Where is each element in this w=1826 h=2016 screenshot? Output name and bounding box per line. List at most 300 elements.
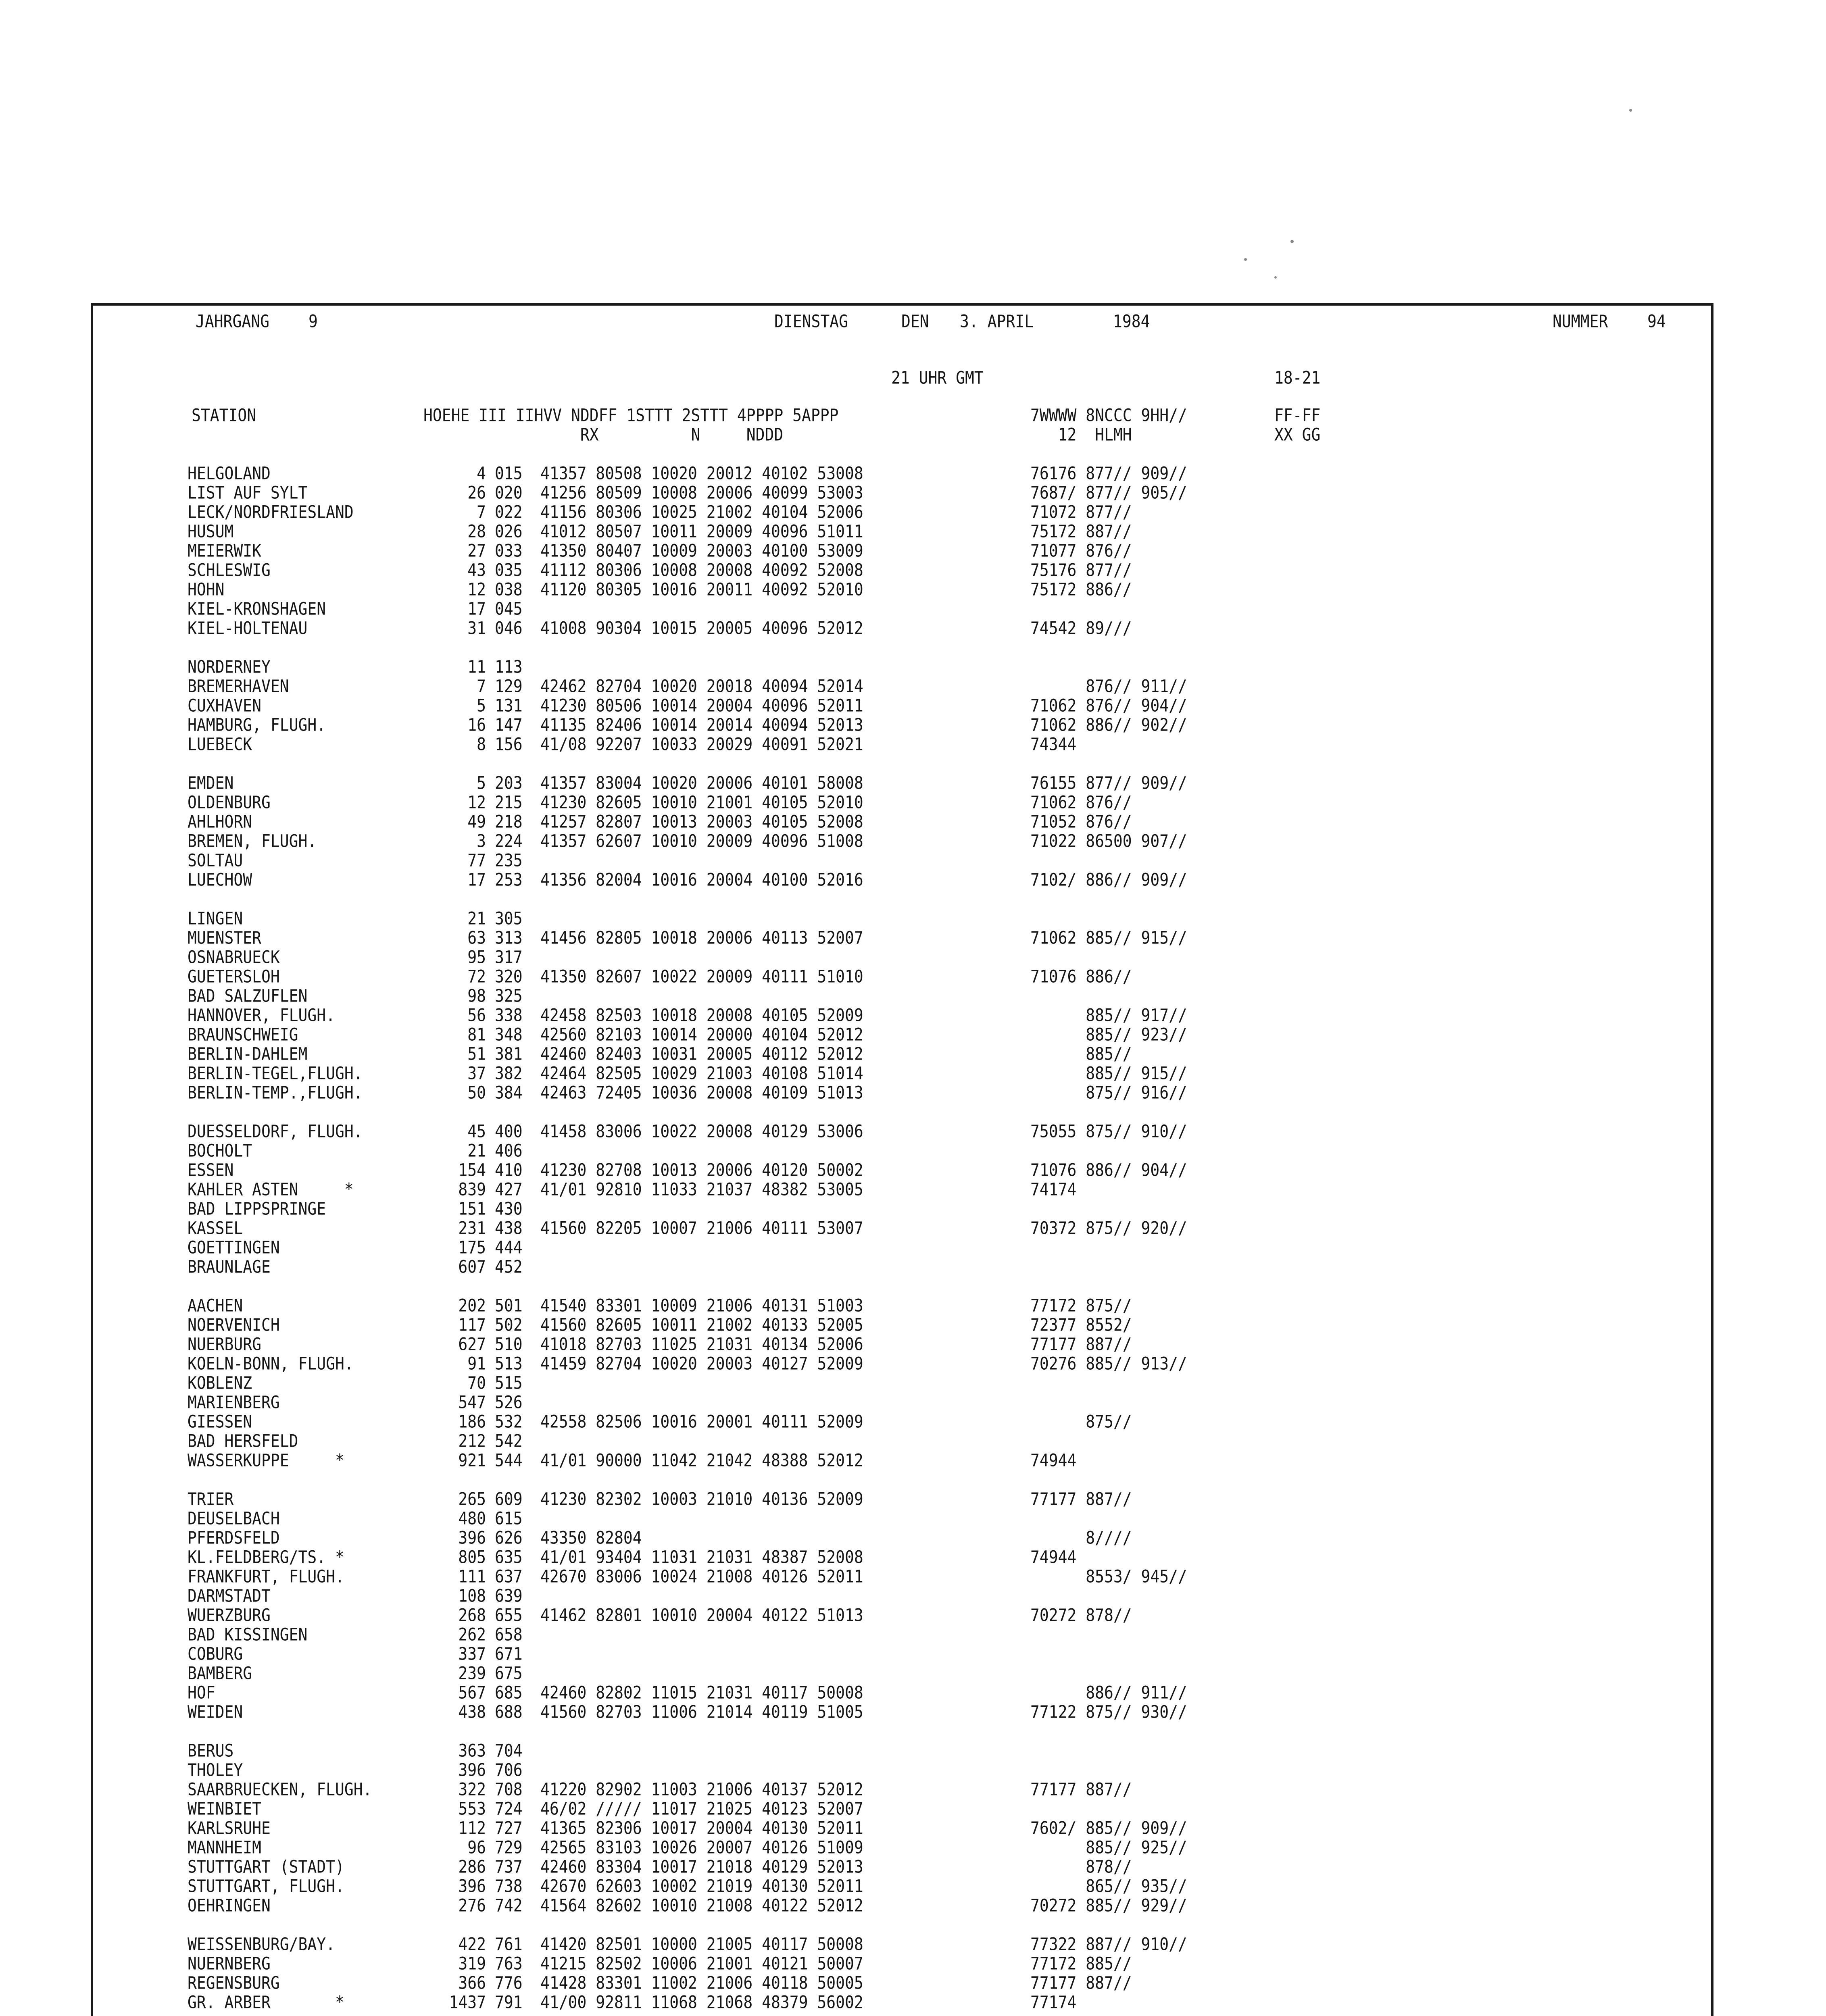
station-index: 253 [495, 870, 523, 890]
station-name: COBURG [188, 1644, 243, 1664]
station-index: 430 [495, 1199, 523, 1219]
station-name: CUXHAVEN [188, 696, 262, 716]
synop-extra-groups: 885// 917// [1030, 1005, 1187, 1025]
station-index: 544 [495, 1450, 523, 1470]
station-name: GIESSEN [188, 1412, 252, 1432]
station-index: 320 [495, 966, 523, 987]
station-height: 112 [458, 1818, 486, 1838]
station-height: 4 [477, 463, 486, 483]
synop-groups: 41564 82602 10010 21008 40122 52012 [540, 1895, 863, 1916]
station-height: 5 [477, 773, 486, 793]
synop-groups: 41230 82708 10013 20006 40120 50002 [540, 1160, 863, 1180]
station-index: 615 [495, 1508, 523, 1529]
synop-groups: 41230 82302 10003 21010 40136 52009 [540, 1489, 863, 1509]
synop-groups: 41/00 92811 11068 21068 48379 56002 [540, 1992, 863, 2012]
station-index: 626 [495, 1528, 523, 1548]
station-name: STUTTGART, FLUGH. [188, 1876, 344, 1896]
station-name: REGENSBURG [188, 1973, 280, 1993]
synop-groups: 42558 82506 10016 20001 40111 52009 [540, 1412, 863, 1432]
station-index: 637 [495, 1566, 523, 1587]
col-group-main-sub: RX N NDDD [423, 425, 784, 445]
synop-groups: 41456 82805 10018 20006 40113 52007 [540, 928, 863, 948]
station-name: BAMBERG [188, 1663, 252, 1683]
synop-extra-groups: 886// 911// [1030, 1683, 1187, 1703]
station-name: MUENSTER [188, 928, 262, 948]
synop-groups: 42463 72405 10036 20008 40109 51013 [540, 1083, 863, 1103]
station-height: 231 [458, 1218, 486, 1238]
synop-extra-groups: 77172 875// [1030, 1295, 1132, 1316]
synop-extra-groups: 75176 877// [1030, 560, 1132, 580]
station-height: 16 [467, 715, 486, 735]
station-height: 268 [458, 1605, 486, 1625]
station-name: OEHRINGEN [188, 1895, 271, 1916]
station-height: 91 [467, 1354, 486, 1374]
station-height: 43 [467, 560, 486, 580]
station-index: 015 [495, 463, 523, 483]
station-height: 921 [458, 1450, 486, 1470]
station-index: 639 [495, 1586, 523, 1606]
scan-speck [1629, 109, 1632, 112]
station-index: 203 [495, 773, 523, 793]
station-index: 675 [495, 1663, 523, 1683]
station-index: 400 [495, 1121, 523, 1141]
station-name: BREMEN, FLUGH. [188, 831, 317, 851]
synop-extra-groups: 70372 875// 920// [1030, 1218, 1187, 1238]
station-index: 724 [495, 1799, 523, 1819]
synop-groups: 41120 80305 10016 20011 40092 52010 [540, 579, 863, 600]
synop-extra-groups: 70272 885// 929// [1030, 1895, 1187, 1916]
station-name: KARLSRUHE [188, 1818, 271, 1838]
station-index: 729 [495, 1837, 523, 1858]
synop-extra-groups: 74542 89/// [1030, 618, 1132, 638]
synop-groups: 41428 83301 11002 21006 40118 50005 [540, 1973, 863, 1993]
synop-groups: 41540 83301 10009 21006 40131 51003 [540, 1295, 863, 1316]
synop-extra-groups: 8//// [1030, 1528, 1132, 1548]
station-height: 56 [467, 1005, 486, 1025]
synop-groups: 46/02 ///// 11017 21025 40123 52007 [540, 1799, 863, 1819]
scan-speck [1274, 276, 1277, 279]
synop-groups: 41462 82801 10010 20004 40122 51013 [540, 1605, 863, 1625]
synop-groups: 42565 83103 10026 20007 40126 51009 [540, 1837, 863, 1858]
station-height: 438 [458, 1702, 486, 1722]
synop-groups: 41008 90304 10015 20005 40096 52012 [540, 618, 863, 638]
synop-groups: 41/08 92207 10033 20029 40091 52021 [540, 734, 863, 754]
station-index: 020 [495, 483, 523, 503]
synop-extra-groups: 74344 [1030, 734, 1077, 754]
date: 3. APRIL [960, 311, 1034, 331]
station-name: HAMBURG, FLUGH. [188, 715, 326, 735]
station-height: 111 [458, 1566, 486, 1587]
station-name: NOERVENICH [188, 1315, 280, 1335]
col-group-extra-sub: 12 HLMH [1030, 425, 1132, 445]
station-index: 235 [495, 850, 523, 871]
synop-extra-groups: 7102/ 886// 909// [1030, 870, 1187, 890]
station-index: 022 [495, 502, 523, 522]
station-height: 627 [458, 1334, 486, 1354]
station-height: 12 [467, 579, 486, 600]
station-name: BERLIN-TEGEL,FLUGH. [188, 1063, 363, 1083]
synop-groups: 42460 82802 11015 21031 40117 50008 [540, 1683, 863, 1703]
station-index: 444 [495, 1237, 523, 1258]
synop-extra-groups: 885// 925// [1030, 1837, 1187, 1858]
station-index: 045 [495, 599, 523, 619]
station-index: 737 [495, 1857, 523, 1877]
station-index: 147 [495, 715, 523, 735]
synop-extra-groups: 71062 876// 904// [1030, 696, 1187, 716]
station-index: 708 [495, 1779, 523, 1799]
synop-extra-groups: 876// 911// [1030, 676, 1187, 696]
synop-groups: 43350 82804 [540, 1528, 642, 1548]
station-name: WEINBIET [188, 1799, 262, 1819]
station-height: 396 [458, 1876, 486, 1896]
station-index: 510 [495, 1334, 523, 1354]
synop-extra-groups: 75172 887// [1030, 521, 1132, 541]
station-height: 366 [458, 1973, 486, 1993]
synop-extra-groups: 76155 877// 909// [1030, 773, 1187, 793]
station-index: 156 [495, 734, 523, 754]
station-index: 215 [495, 792, 523, 812]
synop-extra-groups: 71022 86500 907// [1030, 831, 1187, 851]
synop-extra-groups: 77172 885// [1030, 1954, 1132, 1974]
synop-groups: 41459 82704 10020 20003 40127 52009 [540, 1354, 863, 1374]
station-index: 727 [495, 1818, 523, 1838]
station-name: LUECHOW [188, 870, 252, 890]
station-height: 96 [467, 1837, 486, 1858]
station-height: 7 [477, 502, 486, 522]
synop-extra-groups: 71072 877// [1030, 502, 1132, 522]
station-name: FRANKFURT, FLUGH. [188, 1566, 344, 1587]
station-name: OLDENBURG [188, 792, 271, 812]
station-height: 175 [458, 1237, 486, 1258]
station-name: SOLTAU [188, 850, 243, 871]
station-name: PFERDSFELD [188, 1528, 280, 1548]
station-index: 452 [495, 1257, 523, 1277]
synop-groups: 41012 80507 10011 20009 40096 51011 [540, 521, 863, 541]
station-name: BOCHOLT [188, 1141, 252, 1161]
synop-groups: 41560 82605 10011 21002 40133 52005 [540, 1315, 863, 1335]
station-name: DEUSELBACH [188, 1508, 280, 1529]
station-index: 609 [495, 1489, 523, 1509]
synop-extra-groups: 76176 877// 909// [1030, 463, 1187, 483]
station-index: 763 [495, 1954, 523, 1974]
station-height: 547 [458, 1392, 486, 1412]
synop-extra-groups: 71062 885// 915// [1030, 928, 1187, 948]
scan-speck [1244, 258, 1247, 261]
synop-extra-groups: 77174 [1030, 1992, 1077, 2012]
station-height: 37 [467, 1063, 486, 1083]
station-height: 265 [458, 1489, 486, 1509]
synop-groups: 41156 80306 10025 21002 40104 52006 [540, 502, 863, 522]
station-name: BAD KISSINGEN [188, 1624, 308, 1645]
station-index: 381 [495, 1044, 523, 1064]
station-index: 325 [495, 986, 523, 1006]
col-group-main: HOEHE III IIHVV NDDFF 1STTT 2STTT 4PPPP 5APPP [423, 405, 839, 425]
synop-groups: 42670 62603 10002 21019 40130 52011 [540, 1876, 863, 1896]
station-name: LINGEN [188, 908, 243, 929]
station-name: BAD SALZUFLEN [188, 986, 308, 1006]
station-height: 607 [458, 1257, 486, 1277]
station-index: 791 [495, 1992, 523, 2012]
station-height: 27 [467, 541, 486, 561]
synop-groups: 42464 82505 10029 21003 40108 51014 [540, 1063, 863, 1083]
station-height: 5 [477, 696, 486, 716]
station-index: 113 [495, 657, 523, 677]
synop-extra-groups: 77177 887// [1030, 1334, 1132, 1354]
station-name: DARMSTADT [188, 1586, 271, 1606]
station-index: 776 [495, 1973, 523, 1993]
synop-extra-groups: 71077 876// [1030, 541, 1132, 561]
station-height: 422 [458, 1934, 486, 1954]
station-height: 51 [467, 1044, 486, 1064]
station-name: WEISSENBURG/BAY. [188, 1934, 336, 1954]
station-index: 427 [495, 1179, 523, 1200]
synop-extra-groups: 77177 887// [1030, 1779, 1132, 1799]
station-name: KOELN-BONN, FLUGH. [188, 1354, 354, 1374]
synop-groups: 41560 82703 11006 21014 40119 51005 [540, 1702, 863, 1722]
station-name: KIEL-HOLTENAU [188, 618, 308, 638]
station-height: 396 [458, 1760, 486, 1780]
station-height: 239 [458, 1663, 486, 1683]
station-height: 212 [458, 1431, 486, 1451]
station-name: WEIDEN [188, 1702, 243, 1722]
station-name: DUESSELDORF, FLUGH. [188, 1121, 363, 1141]
synop-extra-groups: 71062 886// 902// [1030, 715, 1187, 735]
synop-groups: 41018 82703 11025 21031 40134 52006 [540, 1334, 863, 1354]
station-name: AACHEN [188, 1295, 243, 1316]
station-index: 501 [495, 1295, 523, 1316]
station-index: 410 [495, 1160, 523, 1180]
station-height: 805 [458, 1547, 486, 1567]
station-index: 502 [495, 1315, 523, 1335]
synop-extra-groups: 7687/ 877// 905// [1030, 483, 1187, 503]
synop-groups: 42670 83006 10024 21008 40126 52011 [540, 1566, 863, 1587]
station-name: BAD LIPPSPRINGE [188, 1199, 326, 1219]
synop-extra-groups: 878// [1030, 1857, 1132, 1877]
station-height: 21 [467, 1141, 486, 1161]
synop-groups: 41230 80506 10014 20004 40096 52011 [540, 696, 863, 716]
station-name: SCHLESWIG [188, 560, 271, 580]
station-index: 348 [495, 1025, 523, 1045]
synop-extra-groups: 75055 875// 910// [1030, 1121, 1187, 1141]
station-index: 515 [495, 1373, 523, 1393]
station-index: 033 [495, 541, 523, 561]
station-height: 72 [467, 966, 486, 987]
synop-groups: 42460 82403 10031 20005 40112 52012 [540, 1044, 863, 1064]
station-index: 224 [495, 831, 523, 851]
station-index: 338 [495, 1005, 523, 1025]
nummer-value: 94 [1647, 311, 1666, 331]
station-index: 038 [495, 579, 523, 600]
station-index: 742 [495, 1895, 523, 1916]
synop-extra-groups: 70272 878// [1030, 1605, 1132, 1625]
station-name: GUETERSLOH [188, 966, 280, 987]
station-index: 131 [495, 696, 523, 716]
station-name: BRAUNSCHWEIG [188, 1025, 298, 1045]
station-height: 154 [458, 1160, 486, 1180]
station-height: 81 [467, 1025, 486, 1045]
station-name: AHLHORN [188, 812, 252, 832]
synop-groups: 42560 82103 10014 20000 40104 52012 [540, 1025, 863, 1045]
station-name: BERLIN-TEMP.,FLUGH. [188, 1083, 363, 1103]
station-name: BAD HERSFELD [188, 1431, 298, 1451]
synop-groups: 41256 80509 10008 20006 40099 53003 [540, 483, 863, 503]
den-label: DEN [901, 311, 929, 331]
synop-extra-groups: 885// 915// [1030, 1063, 1187, 1083]
synop-groups: 42458 82503 10018 20008 40105 52009 [540, 1005, 863, 1025]
station-name: STUTTGART (STADT) [188, 1857, 344, 1877]
scan-speck [1290, 240, 1294, 243]
station-height: 276 [458, 1895, 486, 1916]
station-index: 384 [495, 1083, 523, 1103]
station-height: 17 [467, 599, 486, 619]
station-index: 035 [495, 560, 523, 580]
station-name: SAARBRUECKEN, FLUGH. [188, 1779, 372, 1799]
station-name: KOBLENZ [188, 1373, 252, 1393]
synop-extra-groups: 865// 935// [1030, 1876, 1187, 1896]
synop-groups: 41350 82607 10022 20009 40111 51010 [540, 966, 863, 987]
station-height: 553 [458, 1799, 486, 1819]
synop-groups: 41135 82406 10014 20014 40094 52013 [540, 715, 863, 735]
station-height: 8 [477, 734, 486, 754]
station-index: 635 [495, 1547, 523, 1567]
station-index: 313 [495, 928, 523, 948]
station-index: 761 [495, 1934, 523, 1954]
year: 1984 [1113, 311, 1150, 331]
station-index: 317 [495, 947, 523, 967]
station-name: KASSEL [188, 1218, 243, 1238]
station-index: 129 [495, 676, 523, 696]
synop-groups: 41/01 92810 11033 21037 48382 53005 [540, 1179, 863, 1200]
synop-extra-groups: 77177 887// [1030, 1973, 1132, 1993]
synop-groups: 41220 82902 11003 21006 40137 52012 [540, 1779, 863, 1799]
synop-extra-groups: 885// 923// [1030, 1025, 1187, 1045]
station-height: 286 [458, 1857, 486, 1877]
station-name: TRIER [188, 1489, 234, 1509]
synop-extra-groups: 77122 875// 930// [1030, 1702, 1187, 1722]
station-index: 305 [495, 908, 523, 929]
station-name: HUSUM [188, 521, 234, 541]
nummer-label: NUMMER [1553, 311, 1608, 331]
station-name: BERLIN-DAHLEM [188, 1044, 308, 1064]
synop-extra-groups: 72377 8552/ [1030, 1315, 1132, 1335]
station-height: 117 [458, 1315, 486, 1335]
synop-extra-groups: 7602/ 885// 909// [1030, 1818, 1187, 1838]
col-station: STATION [192, 405, 256, 425]
synop-groups: 41458 83006 10022 20008 40129 53006 [540, 1121, 863, 1141]
station-name: KL.FELDBERG/TS. * [188, 1547, 344, 1567]
station-height: 98 [467, 986, 486, 1006]
station-height: 322 [458, 1779, 486, 1799]
page-frame [91, 303, 1713, 2016]
col-group-extra: 7WWWW 8NCCC 9HH// [1030, 405, 1187, 425]
station-name: WUERZBURG [188, 1605, 271, 1625]
station-name: LIST AUF SYLT [188, 483, 308, 503]
station-index: 526 [495, 1392, 523, 1412]
station-height: 21 [467, 908, 486, 929]
station-height: 480 [458, 1508, 486, 1529]
synop-groups: 41/01 93404 11031 21031 48387 52008 [540, 1547, 863, 1567]
synop-extra-groups: 885// [1030, 1044, 1132, 1064]
station-name: GR. ARBER * [188, 1992, 344, 2012]
station-height: 28 [467, 521, 486, 541]
station-height: 1437 [449, 1992, 486, 2012]
station-name: MANNHEIM [188, 1837, 262, 1858]
station-name: HANNOVER, FLUGH. [188, 1005, 336, 1025]
synop-extra-groups: 74174 [1030, 1179, 1077, 1200]
station-height: 202 [458, 1295, 486, 1316]
station-index: 738 [495, 1876, 523, 1896]
station-height: 31 [467, 618, 486, 638]
station-height: 17 [467, 870, 486, 890]
synop-groups: 41257 82807 10013 20003 40105 52008 [540, 812, 863, 832]
synop-extra-groups: 74944 [1030, 1450, 1077, 1470]
synop-groups: 41112 80306 10008 20008 40092 52008 [540, 560, 863, 580]
station-height: 186 [458, 1412, 486, 1432]
station-name: HELGOLAND [188, 463, 271, 483]
station-height: 363 [458, 1741, 486, 1761]
station-index: 406 [495, 1141, 523, 1161]
synop-groups: 41356 82004 10016 20004 40100 52016 [540, 870, 863, 890]
station-name: KIEL-KRONSHAGEN [188, 599, 326, 619]
station-height: 337 [458, 1644, 486, 1664]
station-height: 108 [458, 1586, 486, 1606]
station-height: 396 [458, 1528, 486, 1548]
synop-groups: 41357 80508 10020 20012 40102 53008 [540, 463, 863, 483]
synop-extra-groups: 70276 885// 913// [1030, 1354, 1187, 1374]
station-name: BREMERHAVEN [188, 676, 289, 696]
station-index: 706 [495, 1760, 523, 1780]
synop-extra-groups: 8553/ 945// [1030, 1566, 1187, 1587]
station-height: 26 [467, 483, 486, 503]
station-height: 7 [477, 676, 486, 696]
station-height: 839 [458, 1179, 486, 1200]
station-name: LECK/NORDFRIESLAND [188, 502, 354, 522]
station-height: 3 [477, 831, 486, 851]
synop-groups: 41357 62607 10010 20009 40096 51008 [540, 831, 863, 851]
station-index: 685 [495, 1683, 523, 1703]
station-index: 382 [495, 1063, 523, 1083]
synop-groups: 42462 82704 10020 20018 40094 52014 [540, 676, 863, 696]
station-index: 688 [495, 1702, 523, 1722]
station-index: 671 [495, 1644, 523, 1664]
synop-groups: 42460 83304 10017 21018 40129 52013 [540, 1857, 863, 1877]
synop-groups: 41215 82502 10006 21001 40121 50007 [540, 1954, 863, 1974]
station-height: 70 [467, 1373, 486, 1393]
synop-extra-groups: 77322 887// 910// [1030, 1934, 1187, 1954]
synop-groups: 41230 82605 10010 21001 40105 52010 [540, 792, 863, 812]
station-height: 567 [458, 1683, 486, 1703]
station-index: 046 [495, 618, 523, 638]
station-name: LUEBECK [188, 734, 252, 754]
synop-extra-groups: 77177 887// [1030, 1489, 1132, 1509]
col-wind-sub: XX GG [1274, 425, 1321, 445]
report-time: 21 UHR GMT [891, 368, 984, 388]
station-name: KAHLER ASTEN * [188, 1179, 354, 1200]
station-name: MARIENBERG [188, 1392, 280, 1412]
jahrgang-value: 9 [309, 311, 318, 331]
synop-extra-groups: 71052 876// [1030, 812, 1132, 832]
station-name: GOETTINGEN [188, 1237, 280, 1258]
synop-groups: 41357 83004 10020 20006 40101 58008 [540, 773, 863, 793]
synop-extra-groups: 71076 886// 904// [1030, 1160, 1187, 1180]
synop-groups: 41350 80407 10009 20003 40100 53009 [540, 541, 863, 561]
station-name: BERUS [188, 1741, 234, 1761]
station-name: HOF [188, 1683, 215, 1703]
station-height: 49 [467, 812, 486, 832]
station-height: 262 [458, 1624, 486, 1645]
station-height: 50 [467, 1083, 486, 1103]
station-height: 11 [467, 657, 486, 677]
